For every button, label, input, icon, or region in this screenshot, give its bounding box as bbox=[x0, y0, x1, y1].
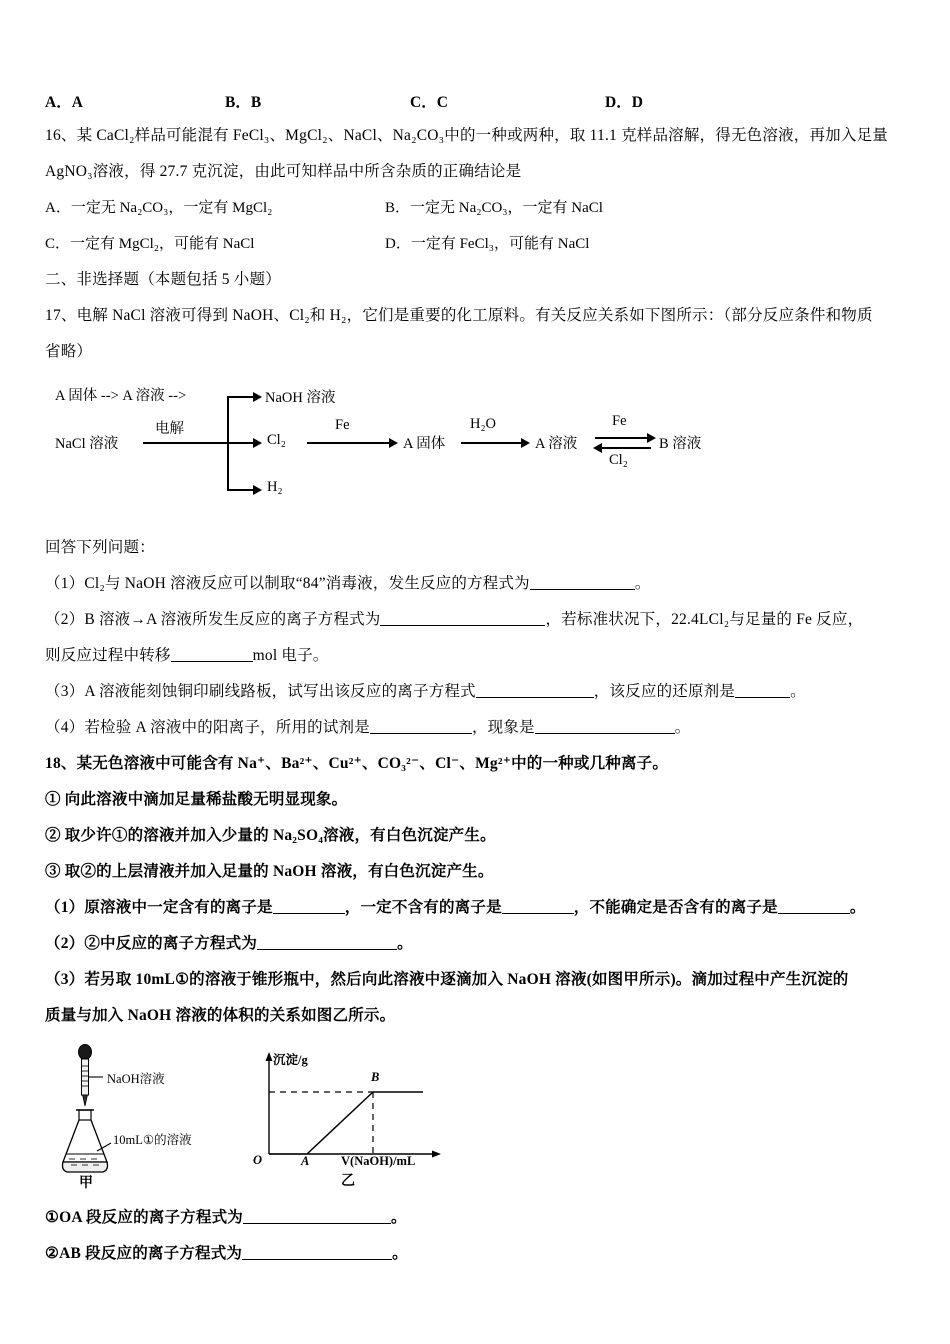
scheme-step1-line bbox=[307, 442, 391, 444]
x-axis-arrow-icon bbox=[432, 1151, 441, 1158]
question17-sub1 bbox=[45, 566, 920, 602]
question18-sub3-item1-text: ①OA 段反应的离子方程式为 bbox=[45, 1209, 243, 1226]
scheme-step2-arrow-icon bbox=[521, 438, 530, 448]
question17-sub4-blank2[interactable] bbox=[535, 718, 675, 735]
question16-stem-line2: AgNO₃溶液，得 27.7 克沉淀，由此可知样品中所含杂质的正确结论是 bbox=[45, 163, 522, 180]
question18-stem: 18、某无色溶液中可能含有 Na⁺、Ba²⁺、Cu²⁺、CO₃²⁻、Cl⁻、Mg²⁺中的一种或几种离子。 bbox=[45, 755, 669, 772]
question18-sub1-tail: 。 bbox=[849, 899, 866, 916]
segment-ab bbox=[307, 1092, 373, 1154]
scheme-branch-bottom-label: H₂ bbox=[267, 479, 283, 495]
question18-sub1-text2: ，一定不含有的离子是 bbox=[344, 899, 502, 916]
question18-sub3-item2-tail: 。 bbox=[392, 1245, 408, 1262]
question16-choice-c: C．一定有 MgCl₂，可能有 NaCl bbox=[45, 236, 255, 252]
option-c: C．C bbox=[410, 94, 448, 111]
question17-sub4-blank1[interactable] bbox=[370, 718, 472, 735]
figures-container bbox=[45, 1044, 920, 1194]
flask-base bbox=[63, 1162, 108, 1172]
leader-line-solution bbox=[97, 1143, 111, 1151]
option-d: D．D bbox=[605, 94, 643, 111]
question18-sub1-text3: ，不能确定是否含有的离子是 bbox=[573, 899, 778, 916]
question16-stem-line1: 16、某 CaCl₂样品可能混有 FeCl₃、MgCl₂、NaCl、Na₂CO₃中的一种或两种，取 11.1 克样品溶解，得无色溶液，再加入足量 bbox=[45, 127, 888, 144]
option-a: A．A bbox=[45, 94, 83, 111]
scheme-branch-mid-line bbox=[227, 442, 255, 444]
question17-stem-line2: 省略） bbox=[45, 343, 93, 360]
scheme-node-b-solution-label: B 溶液 bbox=[659, 436, 702, 452]
page-content bbox=[45, 88, 920, 1272]
question16-choice-row-2 bbox=[45, 226, 920, 262]
scheme-equilibrium-top-line bbox=[595, 437, 651, 439]
dropper-stem-icon bbox=[82, 1059, 89, 1095]
question17-sub2-text2: ，若标准状况下，22.4LCl₂与足量的 Fe 反应， bbox=[545, 611, 864, 628]
graph-x-axis-label: V(NaOH)/mL bbox=[341, 1154, 416, 1168]
graph-origin-label: O bbox=[253, 1153, 263, 1167]
scheme-main-line bbox=[143, 442, 227, 444]
question18-sub2 bbox=[45, 926, 920, 962]
question17-sub3-blank2[interactable] bbox=[735, 682, 790, 699]
question17-sub1-blank[interactable] bbox=[530, 574, 635, 591]
question18-observation-1: ① 向此溶液中滴加足量稀盐酸无明显现象。 bbox=[45, 791, 348, 808]
question17-sub4-text1: （4）若检验 A 溶液中的阳离子，所用的试剂是 bbox=[45, 719, 370, 736]
scheme-node-a-solution-label: A 溶液 bbox=[535, 436, 578, 452]
scheme-equilibrium-reverse-arrow-icon bbox=[593, 443, 602, 453]
graph-figure-label: 乙 bbox=[341, 1174, 355, 1189]
scheme-step1-arrow-icon bbox=[389, 438, 398, 448]
question17-sub2-blank1[interactable] bbox=[380, 610, 545, 627]
question17-sub4-text2: ，现象是 bbox=[471, 719, 535, 736]
question17-sub2-line2 bbox=[45, 638, 920, 674]
scheme-step2-label: H₂O bbox=[470, 416, 496, 432]
question17-sub3-text2: ，该反应的还原剂是 bbox=[593, 683, 736, 700]
option-b: B．B bbox=[225, 94, 262, 111]
question17-sub3-text1: （3）A 溶液能刻蚀铜印刷线路板，试写出该反应的离子方程式 bbox=[45, 683, 476, 700]
scheme-branch-bottom-arrow-icon bbox=[253, 485, 262, 495]
scheme-equilibrium-forward-arrow-icon bbox=[647, 433, 656, 443]
apparatus-figure-jia bbox=[55, 1044, 255, 1189]
question18-sub3-item1-tail: 。 bbox=[390, 1209, 407, 1226]
question17-sub1-text: （1）Cl₂与 NaOH 溶液反应可以制取“84”消毒液，发生反应的方程式为 bbox=[45, 575, 530, 592]
question16-choice-d: D．一定有 FeCl₃，可能有 NaCl bbox=[385, 236, 590, 252]
scheme-condition-label: 电解 bbox=[155, 421, 184, 437]
dropper-bulb-icon bbox=[79, 1045, 92, 1060]
question16-choices bbox=[45, 190, 920, 262]
question17-sub2-text1: （2）B 溶液→A 溶液所发生反应的离子方程式为 bbox=[45, 611, 381, 628]
question17-prompt: 回答下列问题： bbox=[45, 539, 155, 556]
question18-sub2-tail: 。 bbox=[397, 935, 413, 952]
question18-sub1-blank1[interactable] bbox=[273, 898, 345, 915]
scheme-step2-line bbox=[461, 442, 523, 444]
question18-sub3-item2-text: ②AB 段反应的离子方程式为 bbox=[45, 1245, 243, 1262]
question18-sub1-blank2[interactable] bbox=[502, 898, 574, 915]
apparatus-figure-label: 甲 bbox=[79, 1176, 93, 1191]
flask-neck bbox=[79, 1110, 91, 1120]
question17-sub3-blank1[interactable] bbox=[476, 682, 594, 699]
question18-sub3-item1-blank[interactable] bbox=[243, 1208, 391, 1225]
scheme-branch-mid-arrow-icon bbox=[253, 438, 262, 448]
scheme-branch-top-label: NaOH 溶液 bbox=[265, 390, 336, 406]
question18-sub3-line2: 质量与加入 NaOH 溶液的体积的关系如图乙所示。 bbox=[45, 1007, 396, 1024]
scheme-branch-mid-label: Cl₂ bbox=[267, 432, 286, 448]
y-axis-arrow-icon bbox=[266, 1052, 273, 1061]
question18-sub2-text: （2）②中反应的离子方程式为 bbox=[45, 935, 258, 952]
question17-sub2-line1 bbox=[45, 602, 920, 638]
question18-sub1-blank3[interactable] bbox=[778, 898, 850, 915]
scheme-branch-top-line bbox=[227, 396, 255, 398]
question17-sub2-text4: mol 电子。 bbox=[252, 647, 329, 664]
answer-options-row bbox=[45, 88, 920, 118]
graph-point-a-label: A bbox=[301, 1154, 310, 1168]
question17-sub2-text3: 则反应过程中转移 bbox=[45, 647, 171, 664]
question18-sub3-item2-blank[interactable] bbox=[242, 1244, 392, 1261]
scheme-equilibrium-reverse-label: Cl₂ bbox=[609, 452, 628, 468]
scheme-step1-label: Fe bbox=[335, 417, 350, 433]
scheme-branch-bottom-line bbox=[227, 489, 255, 491]
question17-sub3 bbox=[45, 674, 920, 710]
question18-sub3-item1 bbox=[45, 1200, 920, 1236]
graph-y-axis-label: 沉淀/g bbox=[273, 1053, 308, 1067]
question18-observation-2: ② 取少许①的溶液并加入少量的 Na₂SO₄溶液，有白色沉淀产生。 bbox=[45, 827, 496, 844]
scheme-equilibrium-forward-label: Fe bbox=[612, 413, 627, 429]
flask-body bbox=[63, 1120, 107, 1162]
scheme-node-a-solid-label: A 固体 bbox=[403, 436, 446, 452]
question18-sub3-line1: （3）若另取 10mL①的溶液于锥形瓶中，然后向此溶液中逐滴加入 NaOH 溶液(如图甲所示)。滴加过程中产生沉淀的 bbox=[45, 971, 849, 988]
question16-choice-a: A．一定无 Na₂CO₃，一定有 MgCl₂ bbox=[45, 200, 273, 216]
question16-choice-b: B．一定无 Na₂CO₃，一定有 NaCl bbox=[385, 200, 603, 216]
scheme-branch-top-arrow-icon bbox=[253, 392, 262, 402]
question17-stem-line1: 17、电解 NaCl 溶液可得到 NaOH、Cl₂和 H₂，它们是重要的化工原料。有关反应关系如下图所示：（部分反应条件和物质 bbox=[45, 307, 873, 324]
apparatus-callout-naoh: NaOH溶液 bbox=[107, 1072, 165, 1086]
question17-sub3-tail: 。 bbox=[790, 683, 806, 700]
apparatus-callout-solution: 10mL①的溶液 bbox=[113, 1133, 192, 1147]
question18-observation-3: ③ 取②的上层清液并加入足量的 NaOH 溶液，有白色沉淀产生。 bbox=[45, 863, 494, 880]
scheme-start-label: NaCl 溶液 bbox=[55, 436, 119, 452]
question17-sub4 bbox=[45, 710, 920, 746]
graph-point-b-label: B bbox=[371, 1070, 380, 1084]
scheme-equilibrium-bottom-line bbox=[595, 447, 651, 449]
graph-figure-yi bbox=[245, 1044, 485, 1189]
question18-sub1 bbox=[45, 890, 920, 926]
question17-sub1-tail: 。 bbox=[634, 575, 651, 592]
question18-sub1-text1: （1）原溶液中一定含有的离子是 bbox=[45, 899, 273, 916]
section2-heading: 二、非选择题（本题包括 5 小题） bbox=[45, 271, 281, 288]
question16-choice-row-1 bbox=[45, 190, 920, 226]
question18-sub3-item2 bbox=[45, 1236, 920, 1272]
question17-sub4-tail: 。 bbox=[674, 719, 691, 736]
dropper-tip-icon bbox=[83, 1095, 88, 1106]
reaction-scheme-diagram: NaCl 溶液 电解 NaOH 溶液 Cl₂ H₂ A 固体 --> Fe A 固体 A 溶液 --> H₂O A 溶液 Fe Cl₂ B 溶液 bbox=[55, 388, 702, 495]
question18-sub2-blank[interactable] bbox=[257, 934, 397, 951]
apparatus-drawing bbox=[55, 1044, 255, 1189]
question17-sub2-blank2[interactable] bbox=[171, 646, 253, 663]
